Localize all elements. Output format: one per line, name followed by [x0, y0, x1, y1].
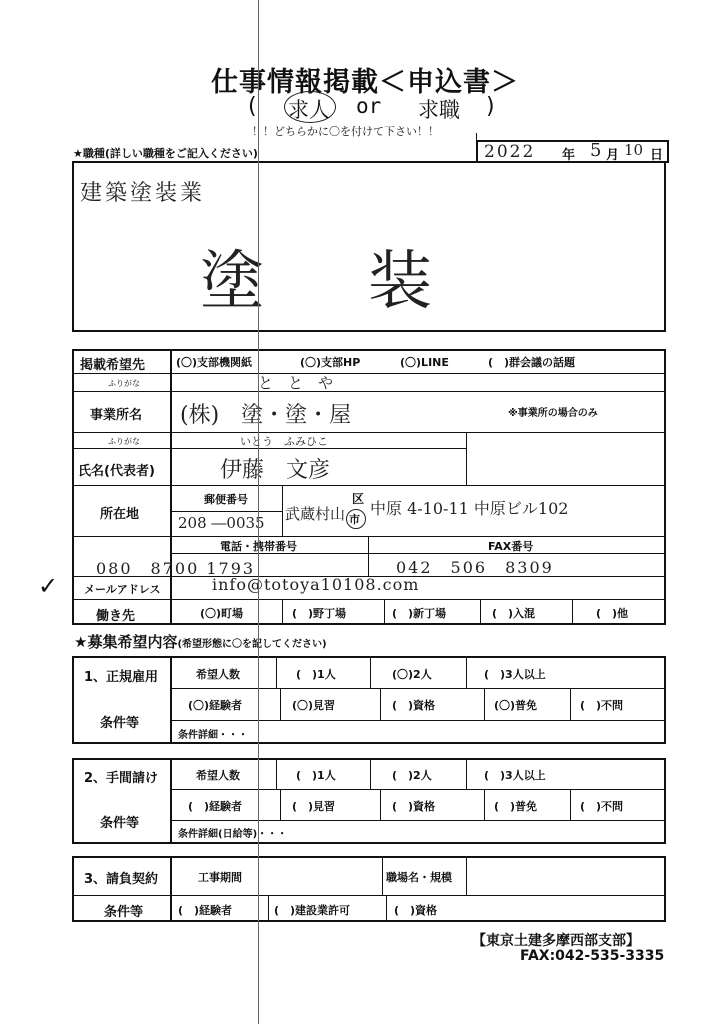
date-year-label: 年 — [562, 148, 576, 163]
recruit-1-count-2[interactable]: (〇)2人 — [392, 668, 432, 681]
cell-div — [466, 856, 467, 895]
contract-cond-license[interactable]: ( )資格 — [394, 904, 438, 917]
recruit-2-detail-label[interactable]: 条件詳細(日給等)・・・ — [178, 829, 288, 840]
recruit-2-count-1[interactable]: ( )1人 — [296, 769, 336, 782]
cell-div — [386, 895, 387, 922]
cell-div — [484, 789, 485, 820]
recruit-2-count-label: 希望人数 — [196, 769, 240, 782]
cell-div — [280, 789, 281, 820]
contract-site-label: 職場名・規模 — [386, 871, 452, 884]
contract-cond-experienced[interactable]: ( )経験者 — [178, 904, 233, 917]
contract-cond-label: 条件等 — [104, 905, 144, 920]
cell-div — [370, 656, 371, 688]
city-value[interactable]: 武蔵村山 — [285, 505, 346, 523]
recruit-1-cond-apprentice[interactable]: (〇)見習 — [292, 699, 336, 712]
footer-org: 【東京土建多摩西部支部】 — [472, 933, 640, 949]
cell-div — [466, 758, 467, 789]
rep-furigana-label: ふりがな — [108, 437, 140, 446]
row-line — [72, 391, 666, 392]
recruit-1-cond-license[interactable]: ( )資格 — [392, 699, 436, 712]
row-line — [72, 599, 666, 600]
wp-div — [282, 599, 283, 625]
recruit-1-count-label: 希望人数 — [196, 668, 240, 681]
recruit-2-cond-apprentice[interactable]: ( )見習 — [292, 800, 336, 813]
checkmark: ✓ — [38, 572, 59, 600]
row-line — [170, 820, 666, 821]
workplace-option-town[interactable]: (〇)町場 — [200, 607, 244, 620]
recruit-2-count-3[interactable]: ( )3人以上 — [484, 769, 546, 782]
wp-div — [572, 599, 573, 625]
publish-option-meeting[interactable]: ( )群会議の話題 — [488, 356, 576, 369]
cell-div — [380, 789, 381, 820]
cell-div — [570, 789, 571, 820]
wp-div — [480, 599, 481, 625]
recruit-1-detail-label[interactable]: 条件詳細・・・ — [178, 730, 248, 741]
recruit-2-cond-experienced[interactable]: ( )経験者 — [188, 800, 243, 813]
cell-div — [276, 656, 277, 688]
instruction-text: ！！どちらかに〇を付けて下さい！！ — [252, 125, 439, 138]
recruit-1-cond-any[interactable]: ( )不問 — [580, 699, 624, 712]
publish-option-line[interactable]: (〇)LINE — [400, 356, 449, 369]
recruit-section-note: (希望形態に〇を記してください) — [177, 639, 327, 650]
date-month: 5 — [590, 140, 602, 161]
option-job-seek: 求職 — [418, 98, 460, 122]
company-furigana-value[interactable]: と と や — [258, 374, 334, 392]
workplace-label: 働き先 — [96, 609, 136, 624]
paren-close: ) — [486, 94, 495, 119]
date-left-line — [476, 133, 477, 141]
postal-label: 郵便番号 — [204, 493, 248, 506]
workplace-option-new[interactable]: ( )新丁場 — [392, 607, 447, 620]
workplace-option-other[interactable]: ( )他 — [596, 607, 629, 620]
row-line — [72, 373, 666, 374]
publish-option-paper[interactable]: (〇)支部機関紙 — [176, 356, 253, 369]
rep-furigana-value[interactable]: いとう ふみひこ — [240, 435, 328, 448]
cell-div — [484, 688, 485, 720]
phone-label: 電話・携帯番号 — [220, 540, 297, 553]
job-type-selector — [248, 92, 508, 122]
recruit-section-label — [74, 631, 327, 652]
block-divider — [170, 758, 172, 844]
postal-value[interactable]: 208 ―0035 — [178, 514, 265, 532]
street-value[interactable]: 中原 4-10-11 中原ビル102 — [370, 499, 569, 518]
rep-name-label: 氏名(代表者) — [78, 464, 155, 479]
row-line — [72, 485, 666, 486]
publish-option-hp[interactable]: (〇)支部HP — [300, 356, 361, 369]
recruit-2-label: 2、手間請け — [84, 771, 159, 786]
recruit-2-cond-any[interactable]: ( )不問 — [580, 800, 624, 813]
footer-fax: FAX:042-535-3335 — [520, 948, 665, 964]
page-title: 仕事情報掲載＜申込書＞ — [211, 67, 519, 98]
contract-period-label: 工事期間 — [198, 871, 242, 884]
paren-open: ( — [248, 94, 257, 119]
cell-div — [380, 688, 381, 720]
cell-div — [268, 895, 269, 922]
cell-div — [370, 758, 371, 789]
cell-div — [276, 758, 277, 789]
workplace-option-field[interactable]: ( )野丁場 — [292, 607, 347, 620]
recruit-1-label: 1、正規雇用 — [84, 670, 159, 685]
recruit-2-cond-label: 条件等 — [100, 816, 140, 831]
cell-div — [466, 656, 467, 688]
recruit-1-cond-label: 条件等 — [100, 716, 140, 731]
contract-block — [72, 856, 666, 922]
row-line — [170, 789, 666, 790]
cell-div — [382, 856, 383, 895]
row-line — [170, 688, 666, 689]
date-month-label: 月 — [606, 148, 620, 163]
block-divider — [170, 856, 172, 922]
address-postal-divider — [282, 485, 283, 536]
email-label: メールアドレス — [84, 583, 161, 596]
city-label: 市 — [349, 513, 360, 526]
workplace-option-mixed[interactable]: ( )入混 — [492, 607, 536, 620]
date-day-label: 日 — [650, 148, 664, 163]
contract-cond-permit[interactable]: ( )建設業許可 — [274, 904, 351, 917]
company-name-value[interactable]: (株) 塗・塗・屋 — [180, 403, 352, 428]
cell-div — [570, 688, 571, 720]
block-divider — [170, 656, 172, 744]
rep-right-line — [466, 432, 467, 485]
recruit-1-cond-driving[interactable]: (〇)普免 — [494, 699, 538, 712]
wp-div — [384, 599, 385, 625]
recruit-section-title: ★募集希望内容 — [74, 633, 178, 651]
circled-mark — [284, 91, 336, 123]
recruit-block-2 — [72, 758, 666, 844]
postal-mid-line — [170, 511, 282, 512]
company-note: ※事業所の場合のみ — [508, 408, 598, 419]
contract-label: 3、請負契約 — [84, 872, 159, 887]
recruit-1-count-3[interactable]: ( )3人以上 — [484, 668, 546, 681]
fax-label: FAX番号 — [488, 540, 534, 553]
cell-div — [280, 688, 281, 720]
recruit-1-cond-experienced[interactable]: (〇)経験者 — [188, 699, 243, 712]
row-line — [72, 536, 666, 537]
job-type-label: ★職種(詳しい職種をご記入ください) — [73, 147, 258, 160]
fax-value[interactable]: 042 506 8309 — [396, 558, 554, 577]
company-furigana-label: ふりがな — [108, 379, 140, 388]
option-job-offer: 求人 — [288, 98, 330, 122]
recruit-2-cond-driving[interactable]: ( )普免 — [494, 800, 538, 813]
address-label: 所在地 — [100, 507, 140, 522]
recruit-2-count-2[interactable]: ( )2人 — [392, 769, 432, 782]
phone-value[interactable]: 080 8700 1793 — [96, 559, 256, 578]
publish-label: 掲載希望先 — [80, 358, 146, 373]
recruit-block-1 — [72, 656, 666, 744]
row-line — [170, 720, 666, 721]
ward-label: 区 — [352, 492, 365, 506]
email-value[interactable]: info@totoya10108.com — [212, 575, 420, 594]
fold-line — [258, 0, 259, 1024]
job-type-handwritten-big: 塗 装 — [200, 245, 452, 319]
job-type-handwritten-small: 建築塗装業 — [80, 181, 206, 206]
recruit-1-count-1[interactable]: ( )1人 — [296, 668, 336, 681]
date-day: 10 — [624, 141, 644, 159]
date-year: 2022 — [484, 142, 536, 162]
row-line — [72, 895, 666, 896]
or-text: or — [356, 94, 382, 118]
company-name-label: 事業所名 — [90, 408, 143, 423]
recruit-2-cond-license[interactable]: ( )資格 — [392, 800, 436, 813]
row-line — [72, 432, 666, 433]
phone-fax-divider — [368, 536, 369, 576]
rep-name-value[interactable]: 伊藤 文彦 — [220, 458, 331, 483]
